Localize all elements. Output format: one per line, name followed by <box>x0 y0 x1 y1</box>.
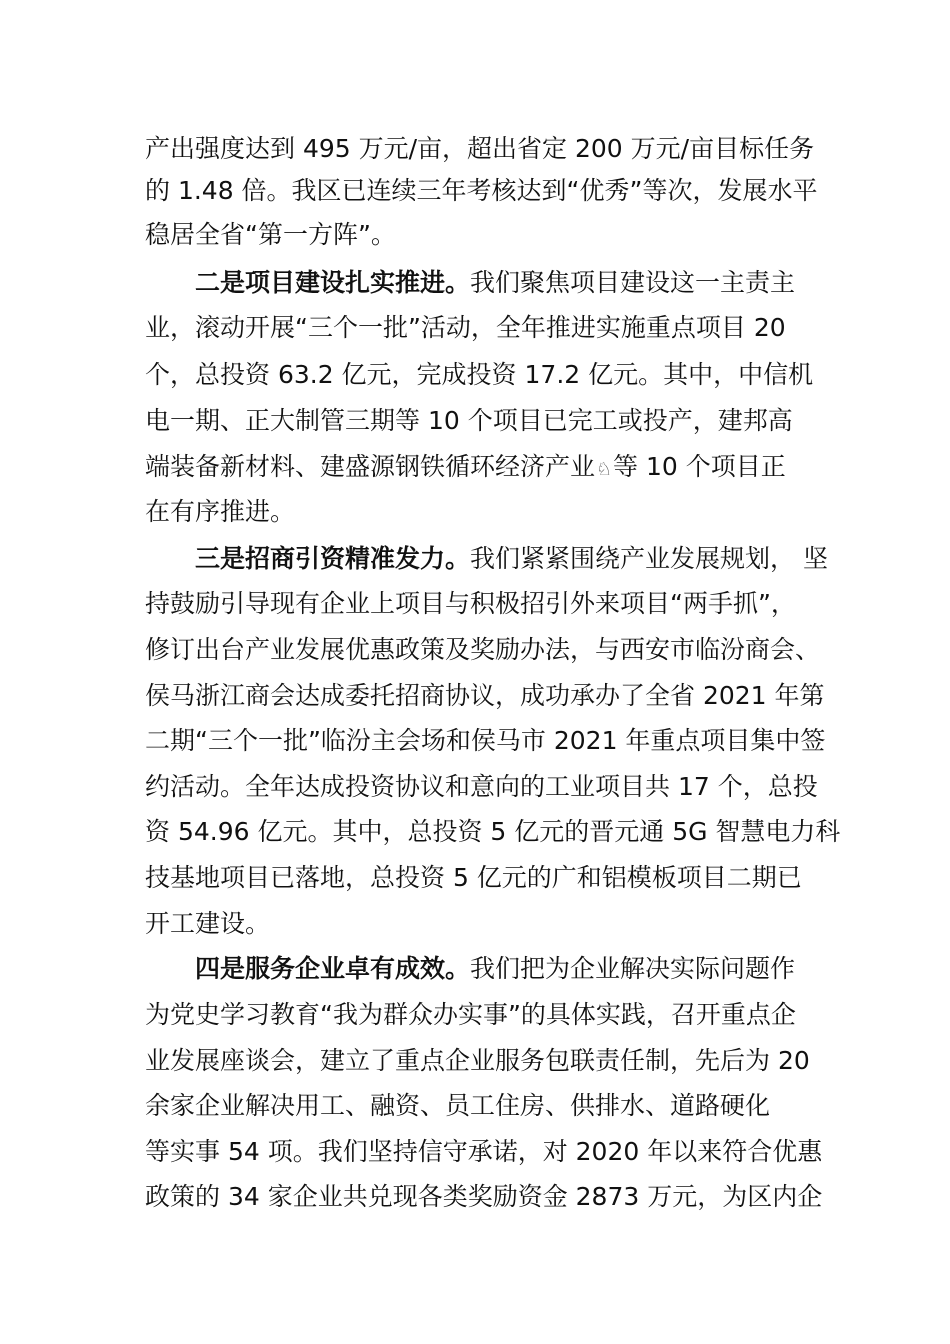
body-line: 约活动。全年达成投资协议和意向的工业项目共 17 个，总投 <box>145 772 818 801</box>
section-three-paragraph-start: 三是招商引资精准发力。我们紧紧围绕产业发展规划， 坚 <box>195 544 828 573</box>
body-line: 二期“三个一批”临汾主会场和侯马市 2021 年重点项目集中签 <box>145 726 826 755</box>
section-heading: 四是服务企业卓有成效。 <box>195 954 471 983</box>
body-line: 持鼓励引导现有企业上项目与积极招引外来项目“两手抓”， <box>145 589 796 618</box>
body-line: 修订出台产业发展优惠政策及奖励办法，与西安市临汾商会、 <box>145 635 821 664</box>
body-line: 侯马浙江商会达成委托招商协议，成功承办了全省 2021 年第 <box>145 681 825 710</box>
body-line: 个，总投资 63.2 亿元，完成投资 17.2 亿元。其中，中信机 <box>145 360 814 389</box>
body-line: 技基地项目已落地，总投资 5 亿元的广和铝模板项目二期已 <box>145 863 802 892</box>
body-line: 的 1.48 倍。我区已连续三年考核达到“优秀”等次，发展水平 <box>145 176 818 205</box>
body-line: 资 54.96 亿元。其中，总投资 5 亿元的晋元通 5G 智慧电力科 <box>145 817 841 846</box>
body-line: 政策的 34 家企业共兑现各类奖励资金 2873 万元，为区内企 <box>145 1182 823 1211</box>
body-line: 等实事 54 项。我们坚持信守承诺，对 2020 年以来符合优惠 <box>145 1137 823 1166</box>
body-line: 端装备新材料、建盛源钢铁循环经济产业♘等 10 个项目正 <box>145 445 786 489</box>
body-line: 稳居全省“第一方阵”。 <box>145 220 396 249</box>
section-heading: 三是招商引资精准发力。 <box>195 544 471 573</box>
body-line: 开工建设。 <box>145 909 271 938</box>
body-line: 为党史学习教育“我为群众办实事”的具体实践，召开重点企 <box>145 1000 796 1029</box>
body-line: 业发展座谈会，建立了重点企业服务包联责任制，先后为 20 <box>145 1046 810 1075</box>
body-line: 产出强度达到 495 万元/亩，超出省定 200 万元/亩目标任务 <box>145 134 815 163</box>
section-two-paragraph-start: 二是项目建设扎实推进。我们聚焦项目建设这一主责主 <box>195 268 796 297</box>
section-four-paragraph-start: 四是服务企业卓有成效。我们把为企业解决实际问题作 <box>195 954 796 983</box>
section-heading: 二是项目建设扎实推进。 <box>195 268 471 297</box>
body-line: 在有序推进。 <box>145 497 296 526</box>
body-line: 电一期、正大制管三期等 10 个项目已完工或投产，建邦高 <box>145 406 793 435</box>
stray-glyph-icon: ♘ <box>595 459 613 480</box>
body-line: 余家企业解决用工、融资、员工住房、供排水、道路硬化 <box>145 1091 771 1120</box>
body-line: 业，滚动开展“三个一批”活动，全年推进实施重点项目 20 <box>145 313 786 342</box>
